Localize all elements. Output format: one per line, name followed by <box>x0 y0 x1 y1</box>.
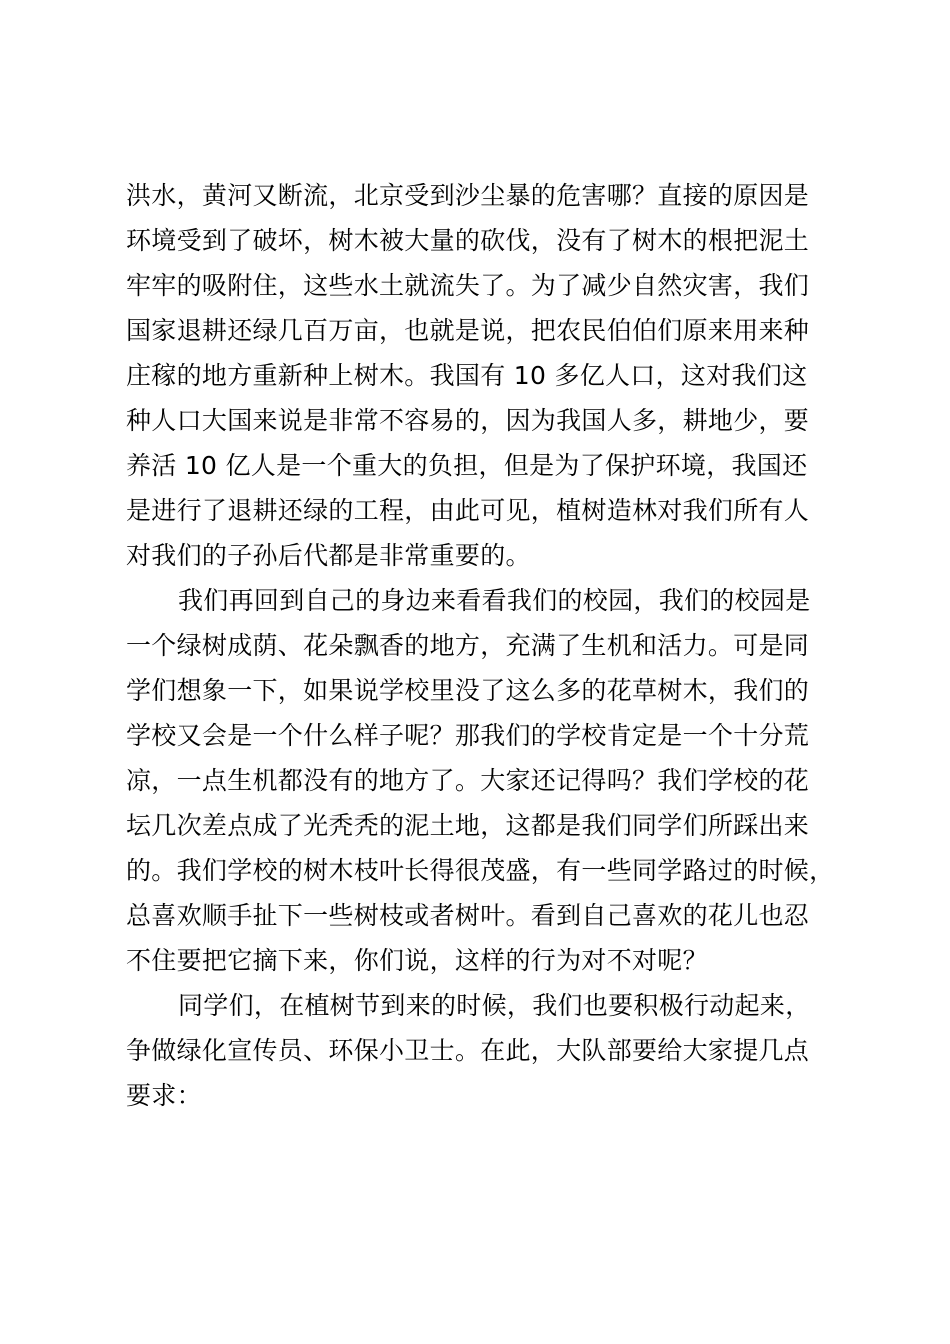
text-line: 牢牢的吸附住，这些水土就流失了。为了减少自然灾害，我们 <box>126 271 810 300</box>
paragraph-2 <box>126 578 846 983</box>
text-line-first-indented: 我们再回到自己的身边来看看我们的校园，我们的校园是 <box>178 586 811 615</box>
text-line: 坛几次差点成了光秃秃的泥土地，这都是我们同学们所踩出来 <box>126 811 810 840</box>
text-line: 国家退耕还绿几百万亩，也就是说，把农民伯伯们原来用来种 <box>126 316 810 345</box>
text-line: 庄稼的地方重新种上树木。我国有 10 多亿人口，这对我们这 <box>126 361 808 390</box>
text-line: 养活 10 亿人是一个重大的负担，但是为了保护环境，我国还 <box>126 451 808 480</box>
text-line: 学们想象一下，如果说学校里没了这么多的花草树木，我们的 <box>126 676 810 705</box>
text-line-first-indented: 同学们，在植树节到来的时候，我们也要积极行动起来， <box>178 991 811 1020</box>
text-line: 环境受到了破坏，树木被大量的砍伐，没有了树木的根把泥土 <box>126 226 810 255</box>
text-line: 学校又会是一个什么样子呢？那我们的学校肯定是一个十分荒 <box>126 721 810 750</box>
paragraph-3 <box>126 983 846 1118</box>
text-line: 凉，一点生机都没有的地方了。大家还记得吗？我们学校的花 <box>126 766 810 795</box>
body-text <box>126 173 846 1118</box>
text-line: 的。我们学校的树木枝叶长得很茂盛，有一些同学路过的时候， <box>126 856 835 885</box>
paragraph-1 <box>126 173 846 578</box>
text-line: 不住要把它摘下来，你们说，这样的行为对不对呢？ <box>126 946 708 975</box>
text-line: 种人口大国来说是非常不容易的，因为我国人多，耕地少，要 <box>126 406 810 435</box>
text-line: 一个绿树成荫、花朵飘香的地方，充满了生机和活力。可是同 <box>126 631 810 660</box>
text-line: 是进行了退耕还绿的工程，由此可见，植树造林对我们所有人 <box>126 496 810 525</box>
text-line: 争做绿化宣传员、环保小卫士。在此，大队部要给大家提几点 <box>126 1036 810 1065</box>
text-line: 对我们的子孙后代都是非常重要的。 <box>126 541 531 570</box>
text-line: 要求： <box>126 1081 202 1110</box>
text-line: 总喜欢顺手扯下一些树枝或者树叶。看到自己喜欢的花儿也忍 <box>126 901 810 930</box>
text-line: 洪水，黄河又断流，北京受到沙尘暴的危害哪？直接的原因是 <box>126 181 810 210</box>
